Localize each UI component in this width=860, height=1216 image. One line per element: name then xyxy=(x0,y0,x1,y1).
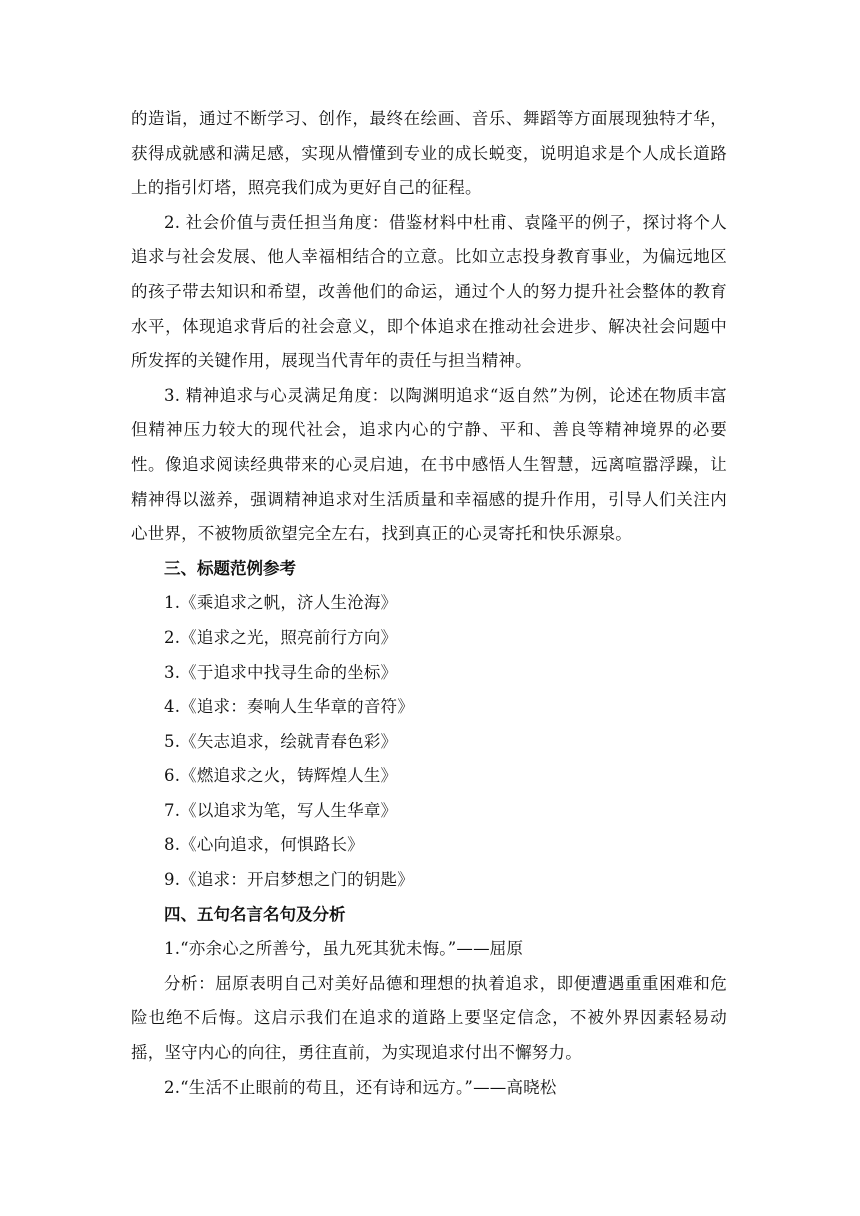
list-item-title-example: 5.《矢志追求，绘就青春色彩》 xyxy=(164,731,398,751)
intro-continuation-paragraph: 的造诣，通过不断学习、创作，最终在绘画、音乐、舞蹈等方面展现独特才华，获得成就感和满足感，实现从懵懂到专业的成长蜕变，说明追求是个人成长道路上的指引灯塔，照亮我们成为更好自己的征程。 xyxy=(131,109,727,198)
list-item-title-example: 3.《于追求中找寻生命的坐标》 xyxy=(164,662,398,682)
document-body xyxy=(131,102,727,1105)
quote-1-analysis: 分析：屈原表明自己对美好品德和理想的执着追求，即便遭遇重重困难和危险也绝不后悔。这启示我们在追求的道路上要坚定信念，不被外界因素轻易动摇，坚守内心的向往，勇往直前，为实现追求付出不懈努力。 xyxy=(131,973,727,1063)
point-social-value-paragraph: 2. 社会价值与责任担当角度：借鉴材料中杜甫、袁隆平的例子，探讨将个人追求与社会发展、他人幸福相结合的立意。比如立志投身教育事业，为偏远地区的孩子带去知识和希望，改善他们的命运，通过个人的努力提升社会整体的教育水平，体现追求背后的社会意义，即个体追求在推动社会进步、解决社会问题中所发挥的关键作用，展现当代青年的责任与担当精神。 xyxy=(131,212,727,371)
list-item-title-example: 1.《乘追求之帆，济人生沧海》 xyxy=(164,593,398,613)
quote-2: 2.“生活不止眼前的苟且，还有诗和远方。”——高晓松 xyxy=(164,1077,557,1097)
section-quotes-heading: 四、五句名言名句及分析 xyxy=(164,904,346,924)
list-item-title-example: 7.《以追求为笔，写人生华章》 xyxy=(164,800,398,820)
title-examples-list xyxy=(131,586,727,897)
list-item-title-example: 9.《追求：开启梦想之门的钥匙》 xyxy=(164,870,414,890)
list-item-title-example: 2.《追求之光，照亮前行方向》 xyxy=(164,627,398,647)
list-item-title-example: 6.《燃追求之火，铸辉煌人生》 xyxy=(164,766,398,786)
list-item-title-example: 4.《追求：奏响人生华章的音符》 xyxy=(164,697,414,717)
list-item-title-example: 8.《心向追求，何惧路长》 xyxy=(164,835,364,855)
section-title-examples-heading: 三、标题范例参考 xyxy=(164,558,296,578)
quote-1: 1.“亦余心之所善兮，虽九死其犹未悔。”——屈原 xyxy=(164,939,524,959)
point-spiritual-pursuit-paragraph: 3. 精神追求与心灵满足角度：以陶渊明追求“返自然”为例，论述在物质丰富但精神压力较大的现代社会，追求内心的宁静、平和、善良等精神境界的必要性。像追求阅读经典带来的心灵启迪，在书中感悟人生智慧，远离喧嚣浮躁，让精神得以滋养，强调精神追求对生活质量和幸福感的提升作用，引导人们关注内心世界，不被物质欲望完全左右，找到真正的心灵寄托和快乐源泉。 xyxy=(131,385,727,544)
